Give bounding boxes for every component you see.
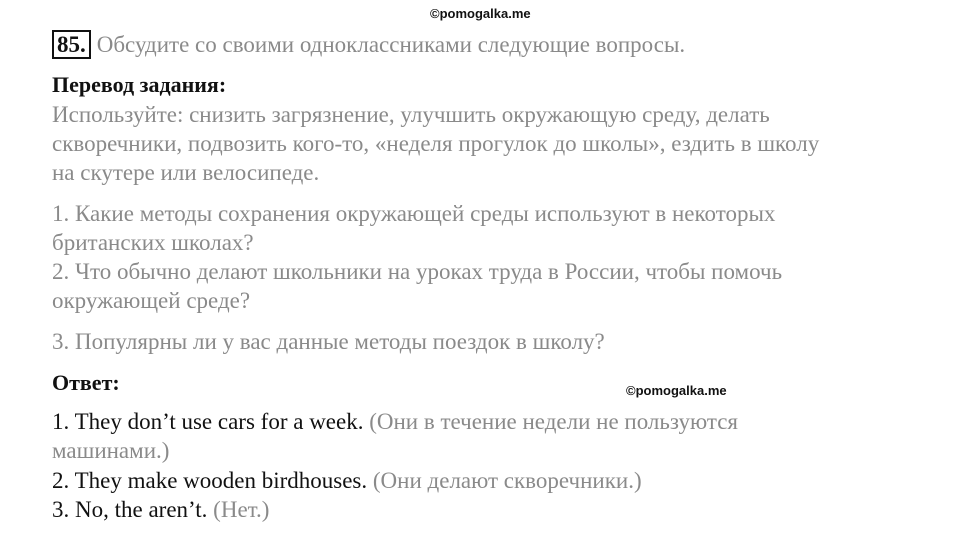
question-2-line-1: 2. Что обычно делают школьники на уроках труда в России, чтобы помочь (52, 259, 783, 284)
question-2-line-2: окружающей среде? (52, 288, 251, 313)
question-1-line-2: британских школах? (52, 230, 254, 255)
translation-line-3: на скутере или велосипеде. (52, 160, 320, 185)
question-1-line-1: 1. Какие методы сохранения окружающей среды используют в некоторых (52, 201, 776, 226)
answer-3 (52, 495, 269, 524)
question-3: 3. Популярны ли у вас данные методы поездок в школу? (52, 329, 605, 354)
watermark-top: ©pomogalka.me (430, 6, 531, 21)
answer-1-en: 1. They don’t use cars for a week. (52, 409, 364, 434)
answer-1-line-1 (52, 407, 738, 436)
answer-3-en: 3. No, the aren’t. (52, 497, 208, 522)
task-line (52, 30, 685, 59)
answer-1-line-2: машинами.) (52, 438, 170, 463)
answer-3-ru: (Нет.) (207, 497, 270, 522)
answer-2-en: 2. They make wooden birdhouses. (52, 468, 368, 493)
answer-heading: Ответ: (52, 370, 120, 395)
translation-heading: Перевод задания: (52, 72, 227, 97)
translation-line-1: Используйте: снизить загрязнение, улучшить окружающую среду, делать (52, 102, 770, 127)
watermark-mid: ©pomogalka.me (626, 383, 727, 398)
task-text: Обсудите со своими одноклассниками следующие вопросы. (96, 32, 686, 57)
translation-line-2: скворечники, подвозить кого-то, «неделя прогулок до школы», ездить в школу (52, 131, 820, 156)
answer-2-ru: (Они делают скворечники.) (367, 468, 642, 493)
answer-1-ru: (Они в течение недели не пользуются (363, 409, 739, 434)
answer-2 (52, 466, 642, 495)
task-number: 85. (52, 30, 91, 59)
